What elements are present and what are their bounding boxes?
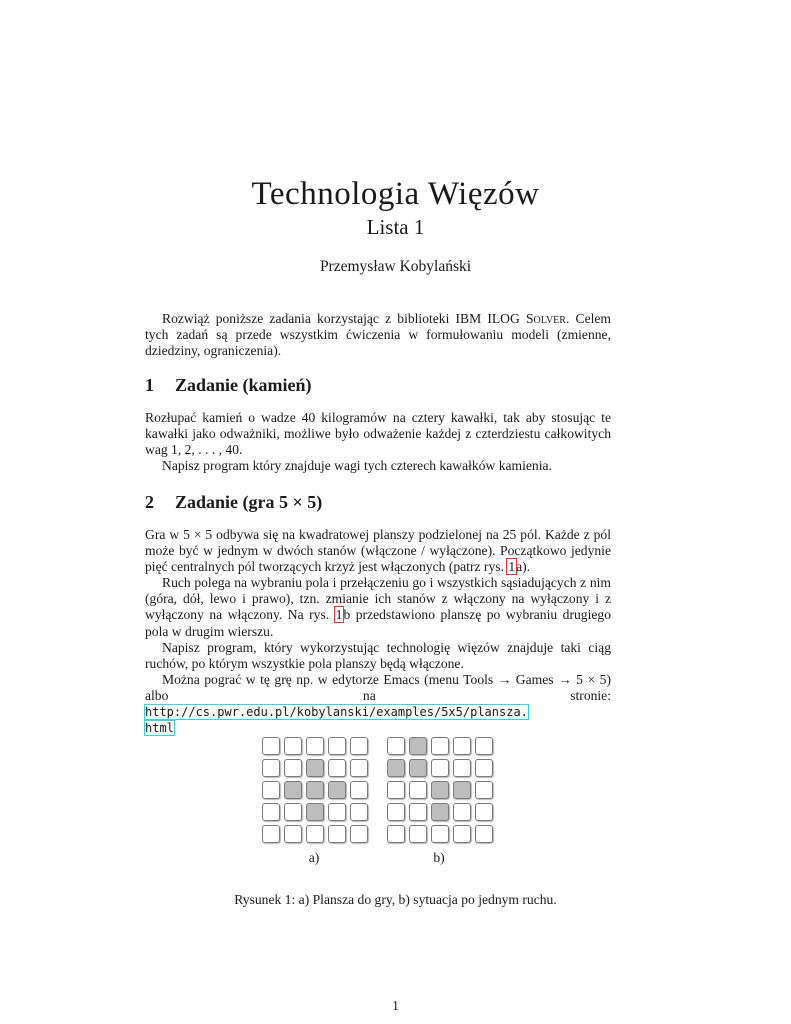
board-cell xyxy=(350,803,368,821)
section-1-paragraph-2-text: Napisz program który znajduje wagi tych czterech kawałków kamienia. xyxy=(162,458,552,474)
figure-caption: Rysunek 1: a) Plansza do gry, b) sytuacja po jednym ruchu. xyxy=(234,892,557,907)
board-cell xyxy=(350,737,368,755)
board-cell xyxy=(262,737,280,755)
url-link-part-2[interactable]: html xyxy=(145,721,174,736)
board-a-label: a) xyxy=(308,850,320,865)
board-cell xyxy=(387,781,405,799)
board-cell xyxy=(262,803,280,821)
document-subtitle: Lista 1 xyxy=(366,215,425,239)
section-1-number: 1 xyxy=(145,375,154,395)
section-2-body xyxy=(145,527,611,736)
section-2-title: Zadanie (gra 5 × 5) xyxy=(175,492,323,512)
section-2-paragraph-2 xyxy=(145,575,611,639)
board-cell xyxy=(328,737,346,755)
board-cell xyxy=(306,803,324,821)
page-number: 1 xyxy=(392,998,399,1013)
figure-reference-link[interactable]: 1 xyxy=(335,607,343,623)
board-cell xyxy=(262,759,280,777)
board-cell xyxy=(453,825,471,843)
board-cell xyxy=(328,759,346,777)
board-cell xyxy=(475,737,493,755)
board-cell xyxy=(475,803,493,821)
section-1-title: Zadanie (kamień) xyxy=(175,375,312,395)
board-cell xyxy=(284,781,302,799)
section-2-p1-text-a: Gra w 5 × 5 odbywa się na kwadratowej planszy podzielonej na 25 pól. Każde z pól może być w jednym w dwóch stanów (włączone / wyłączone). Początkowo jedynie pięć centralnych pól tworzących krzyż jest włączonych (patrz rys. xyxy=(145,527,611,575)
board-cell xyxy=(262,781,280,799)
board-cell xyxy=(328,781,346,799)
section-2-paragraph-4 xyxy=(145,672,611,736)
board-cell xyxy=(431,759,449,777)
board-cell xyxy=(328,803,346,821)
intro-paragraph xyxy=(145,311,611,359)
board-b-grid xyxy=(387,737,493,843)
board-cell xyxy=(306,825,324,843)
board-cell xyxy=(387,759,405,777)
board-cell xyxy=(350,759,368,777)
document-title: Technologia Więzów xyxy=(251,176,540,212)
board-cell xyxy=(284,825,302,843)
board-cell xyxy=(431,781,449,799)
intro-text-after: . Celem tych zadań są przede wszystkim ćwiczenia w formułowaniu modeli (zmienne, dziedziny, ograniczenia). xyxy=(145,311,611,359)
board-a-grid xyxy=(262,737,368,843)
section-1-body xyxy=(145,410,611,474)
board-cell xyxy=(306,737,324,755)
section-2-heading xyxy=(145,492,322,513)
board-cell xyxy=(453,781,471,799)
intro-text-before: Rozwiąż poniższe zadania korzystając z biblioteki IBM ILOG xyxy=(162,311,526,326)
board-cell xyxy=(409,759,427,777)
board-cell xyxy=(387,803,405,821)
board-b-label: b) xyxy=(433,850,445,865)
section-2-p1-text-b: a). xyxy=(516,559,531,575)
section-1-heading xyxy=(145,375,312,396)
board-cell xyxy=(350,781,368,799)
board-cell xyxy=(409,781,427,799)
solver-name: Solver xyxy=(525,311,566,326)
board-cell xyxy=(328,825,346,843)
section-2-paragraph-1 xyxy=(145,527,611,575)
section-2-paragraph-3 xyxy=(145,640,611,672)
section-2-p4-text: Można pograć w tę grę np. w edytorze Emacs (menu Tools → Games → 5 × 5) albo na stronie: xyxy=(145,671,611,703)
board-cell xyxy=(453,759,471,777)
board-cell xyxy=(409,803,427,821)
board-cell xyxy=(409,825,427,843)
board-a xyxy=(262,737,368,843)
board-cell xyxy=(284,759,302,777)
section-2-p2-text-b: b przedstawiono planszę po wybraniu drugiego pola w drugim wierszu. xyxy=(145,607,611,639)
section-2-p2-text-a: Ruch polega na wybraniu pola i przełączeniu go i wszystkich sąsiadujących z nim (góra, dół, lewo i prawo), tzn. zmianie ich stanów z włączony na wyłączony i z wyłączony na włączony. Na rys. xyxy=(145,575,611,623)
board-cell xyxy=(453,803,471,821)
board-cell xyxy=(475,759,493,777)
board-cell xyxy=(350,825,368,843)
board-cell xyxy=(387,825,405,843)
section-2-p3-text: Napisz program, który wykorzystując technologię więzów znajduje taki ciąg ruchów, po którym wszystkie pola planszy będą włączone. xyxy=(145,639,611,671)
url-link-part-1[interactable]: http://cs.pwr.edu.pl/kobylanski/examples/5x5/plansza. xyxy=(145,705,528,720)
board-cell xyxy=(431,737,449,755)
board-cell xyxy=(262,825,280,843)
board-cell xyxy=(475,781,493,799)
board-cell xyxy=(431,803,449,821)
board-cell xyxy=(453,737,471,755)
board-cell xyxy=(284,803,302,821)
board-cell xyxy=(387,737,405,755)
board-cell xyxy=(409,737,427,755)
board-cell xyxy=(475,825,493,843)
section-2-number: 2 xyxy=(145,492,154,512)
section-1-paragraph-1: Rozłupać kamień o wadze 40 kilogramów na cztery kawałki, tak aby stosując te kawałki jako odważniki, możliwe było odważenie każdej z czterdziestu całkowitych wag 1, 2, . . . , 40. xyxy=(145,410,611,458)
board-cell xyxy=(284,737,302,755)
author-name: Przemysław Kobylański xyxy=(319,258,472,275)
section-1-paragraph-2 xyxy=(145,458,611,474)
board-cell xyxy=(431,825,449,843)
board-cell xyxy=(306,759,324,777)
board-cell xyxy=(306,781,324,799)
board-b xyxy=(387,737,493,843)
figure-reference-link[interactable]: 1 xyxy=(508,559,516,575)
